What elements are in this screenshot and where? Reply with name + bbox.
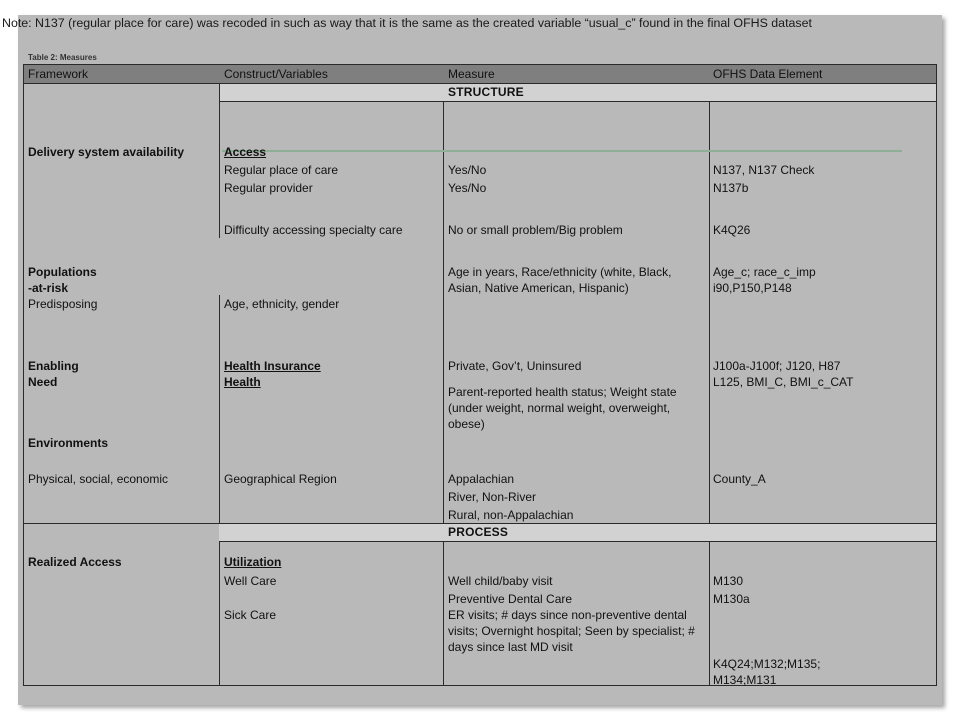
grid-line bbox=[443, 101, 444, 523]
note-text: Note: N137 (regular place for care) was recoded in such as way that it is the same as the created variable “usual_c” found in the final OFHS dataset bbox=[2, 16, 812, 30]
column-header-framework: Framework bbox=[28, 67, 89, 81]
construct-sick-care: Sick Care bbox=[224, 608, 277, 622]
measure-rural: Rural, non-Appalachian bbox=[448, 508, 574, 522]
element-populations-1: Age_c; race_c_imp bbox=[713, 265, 816, 279]
grid-line bbox=[219, 101, 937, 102]
element-health: L125, BMI_C, BMI_c_CAT bbox=[713, 375, 854, 389]
measure-insurance: Private, Gov’t, Uninsured bbox=[448, 359, 582, 373]
construct-access: Access bbox=[224, 145, 267, 159]
element-dental-care: M130a bbox=[713, 592, 750, 606]
accent-line bbox=[222, 150, 902, 152]
measure-sick-care: ER visits; # days since non-preventive dental visits; Overnight hospital; Seen by specialist; # days since last MD visit bbox=[448, 608, 695, 654]
element-specialty-care: K4Q26 bbox=[713, 223, 751, 237]
grid-line bbox=[709, 101, 710, 523]
grid-line bbox=[23, 523, 937, 524]
construct-well-care: Well Care bbox=[224, 574, 277, 588]
measure-appalachian: Appalachian bbox=[448, 472, 515, 486]
structure-band-fill bbox=[219, 83, 937, 101]
process-band-fill bbox=[219, 523, 937, 541]
framework-environments: Environments bbox=[28, 436, 109, 450]
construct-regular-provider: Regular provider bbox=[224, 181, 313, 195]
construct-health-insurance: Health Insurance bbox=[224, 359, 321, 373]
element-populations-2: i90,P150,P148 bbox=[713, 281, 792, 295]
construct-predisposing: Age, ethnicity, gender bbox=[224, 297, 340, 311]
construct-geographical-region: Geographical Region bbox=[224, 472, 337, 486]
grid-line bbox=[936, 64, 937, 686]
column-header-ofhs-element: OFHS Data Element bbox=[713, 67, 823, 81]
grid-line bbox=[219, 541, 937, 542]
measure-specialty-care: No or small problem/Big problem bbox=[448, 223, 623, 237]
element-county: County_A bbox=[713, 472, 766, 486]
measure-river: River, Non-River bbox=[448, 490, 537, 504]
construct-utilization: Utilization bbox=[224, 555, 282, 569]
grid-line bbox=[219, 83, 220, 238]
measure-populations: Age in years, Race/ethnicity (white, Black, Asian, Native American, Hispanic) bbox=[448, 265, 672, 295]
measure-health: Parent-reported health status; Weight state (under weight, normal weight, overweight, obese) bbox=[448, 385, 677, 431]
column-header-construct: Construct/Variables bbox=[224, 67, 328, 81]
grid-line bbox=[23, 83, 937, 84]
construct-health: Health bbox=[224, 375, 261, 389]
framework-enabling: Enabling bbox=[28, 359, 79, 373]
measure-dental-care: Preventive Dental Care bbox=[448, 592, 573, 606]
element-regular-provider: N137b bbox=[713, 181, 749, 195]
section-label-structure: STRUCTURE bbox=[448, 85, 524, 99]
framework-populations: Populations bbox=[28, 265, 97, 279]
grid-line bbox=[23, 64, 937, 65]
section-label-process: PROCESS bbox=[448, 525, 509, 539]
measure-regular-place: Yes/No bbox=[448, 163, 487, 177]
element-well-care: M130 bbox=[713, 574, 744, 588]
measure-regular-provider: Yes/No bbox=[448, 181, 487, 195]
framework-at-risk: -at-risk bbox=[28, 281, 69, 295]
construct-specialty-care: Difficulty accessing specialty care bbox=[224, 223, 403, 237]
framework-need: Need bbox=[28, 375, 58, 389]
grid-line bbox=[219, 295, 220, 524]
measure-well-care: Well child/baby visit bbox=[448, 574, 553, 588]
element-regular-place: N137, N137 Check bbox=[713, 163, 815, 177]
grid-line bbox=[23, 64, 24, 686]
framework-predisposing: Predisposing bbox=[28, 297, 98, 311]
element-insurance: J100a-J100f; J120, H87 bbox=[713, 359, 841, 373]
framework-realized-access: Realized Access bbox=[28, 555, 122, 569]
column-header-measure: Measure bbox=[448, 67, 495, 81]
grid-line bbox=[443, 541, 444, 686]
table-caption: Table 2: Measures bbox=[28, 53, 97, 62]
framework-physical-social-economic: Physical, social, economic bbox=[28, 472, 169, 486]
construct-regular-place: Regular place of care bbox=[224, 163, 339, 177]
grid-line bbox=[709, 541, 710, 686]
framework-delivery-system: Delivery system availability bbox=[28, 145, 185, 159]
grid-line bbox=[219, 541, 220, 686]
element-sick-care: K4Q24;M132;M135; M134;M131 bbox=[713, 657, 821, 687]
